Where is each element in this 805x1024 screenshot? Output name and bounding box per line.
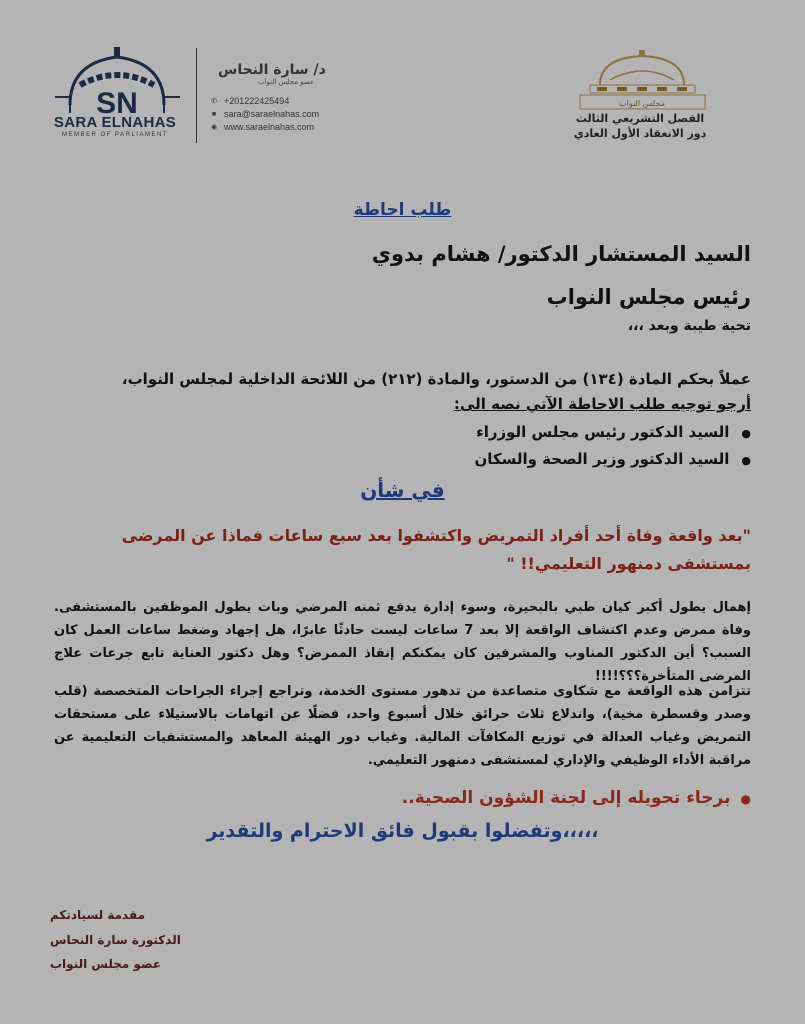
closing: وتفضلوا بقبول فائق الاحترام والتقدير،،،،،	[206, 820, 599, 842]
session-round: دور الانعقاد الأول العادي	[573, 127, 707, 140]
addressee: السيد المستشار الدكتور/ هشام بدوي	[371, 242, 751, 266]
phone-icon: ✆	[211, 98, 217, 105]
greeting: تحية طيبة وبعد ،،،	[627, 318, 751, 334]
web-icon: ◉	[210, 124, 218, 131]
document-title: طلب احاطة	[353, 200, 452, 220]
divider	[196, 48, 197, 143]
legal-basis: عملاً بحكم المادة (١٣٤) من الدستور، والمادة (٢١٢) من اللائحة الداخلية لمجلس النواب،	[121, 370, 751, 388]
subject-heading: في شأن	[360, 478, 445, 502]
arabic-role: عضو مجلس النواب	[258, 78, 315, 86]
addressee-role: رئيس مجلس النواب	[546, 285, 751, 309]
parliament-logo	[575, 50, 710, 112]
recipient-item: ● السيد الدكتور رئيس مجلس الوزراء	[476, 423, 751, 441]
svg-text:SN: SN	[96, 87, 138, 120]
arabic-name: د/ سارة النحاس	[218, 62, 326, 78]
referral: ● برجاء تحويله إلى لجنة الشؤون الصحية..	[402, 788, 751, 808]
brand-subtitle: MEMBER OF PARLIAMENT	[62, 132, 168, 138]
brand-name: SARA ELNAHAS	[53, 114, 177, 131]
signature-name: الدكتورة سارة النحاس	[50, 933, 181, 947]
signature-line: مقدمة لسيادتكم	[50, 908, 146, 922]
signature-role: عضو مجلس النواب	[50, 957, 162, 971]
website: www.saraelnahas.com	[224, 122, 315, 132]
paragraph-1: إهمال يطول أكبر كيان طبي بالبحيرة، وسوء إدارة يدفع ثمنه المرضي وبات يطول الموظفين بالمستشفى. وفاة ممرض وعدم اكتشاف الواقعة إلا بعد 7 ساعات ليست حادثًا عابرًا، هل إجهاد وضغط ساعات العمل كان السبب؟ أين الدكتور المناوب والمشرفين كان يمكنكم إنقاذ الممرض؟ وهل دكتور العناية تابع جرعات علاج المرضى المتأخرة؟؟؟!!!!	[54, 600, 751, 684]
subject-text: "بعد واقعة وفاة أحد أفراد التمريض واكتشفوا بعد سبع ساعات فماذا عن المرضى بمستشفى دمنهور التعليمي!! "	[121, 526, 751, 573]
phone: +201222425494	[224, 96, 290, 106]
email: sara@saraelnahas.com	[224, 109, 320, 119]
recipient-item: ● السيد الدكتور وزير الصحة والسكان	[474, 450, 751, 468]
request-line: أرجو توجيه طلب الاحاطة الآتي نصه الى:	[453, 395, 751, 413]
contact-block	[208, 62, 368, 135]
svg-text:مجلس النواب: مجلس النواب	[619, 99, 665, 108]
legislative-term: الفصل التشريعي الثالث	[575, 112, 705, 125]
paragraph-2: تتزامن هذه الواقعة مع شكاوى متصاعدة من تدهور مستوى الخدمة، وتراجع إجراء الجراحات المتخصصة (قلب وصدر وقسطرة مخية)، واندلاع ثلاث حرائق خلال أسبوع واحد، فضلًا عن اتهامات بالاستيلاء على مستحقات التمريض وغياب العدالة في توزيع المكافآت المالية. وغياب دور الهيئة المعاهد والمستشفيات التعليمية عن مراقبة الأداء الوظيفي والإداري لمستشفى دمنهور التعليمي.	[54, 684, 751, 768]
email-icon: ■	[211, 110, 217, 118]
